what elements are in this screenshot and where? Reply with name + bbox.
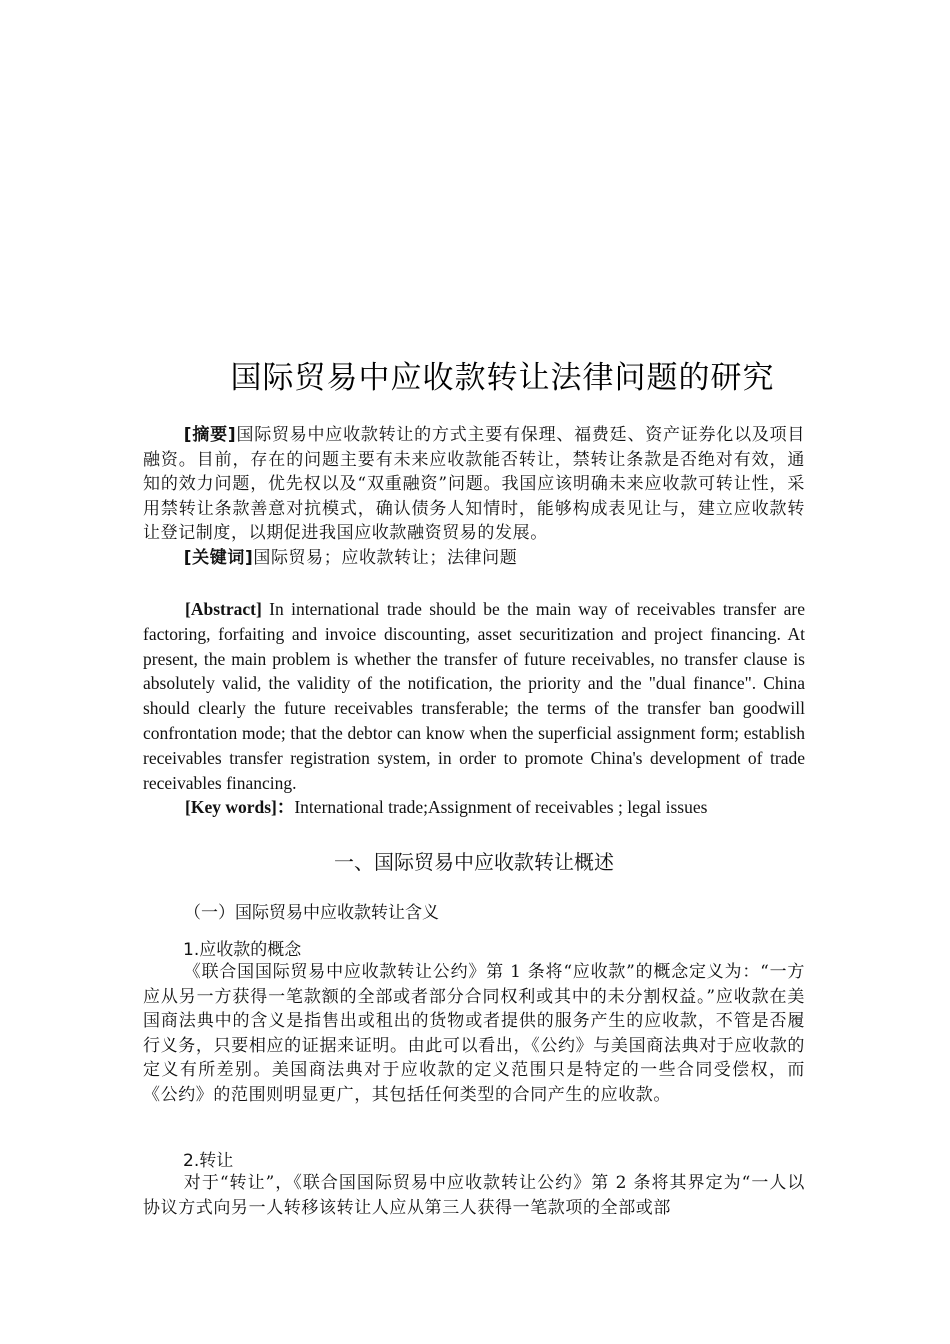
keywords-en-colon: ： xyxy=(276,797,295,818)
keywords-zh-label: [关键词] xyxy=(183,547,254,568)
item-2-heading: 2.转让 xyxy=(183,1151,234,1171)
item-1-body xyxy=(143,960,805,1108)
abstract-en-text: In international trade should be the main way of receivables transfer are factoring, forfaiting and invoice discounting, asset securitization and project financing. At present, the main problem is whether the transfer of future receivables, no transfer clause is absolutely valid, the validity of the notification, the priority and the "dual finance". China should clearly the future receivables transferable; the terms of the transfer ban goodwill confrontation mode; that the debtor can know when the superficial assignment form; establish receivables transfer registration system, in order to promote China's development of trade receivables financing. xyxy=(143,599,805,793)
abstract-zh-paragraph xyxy=(143,423,805,546)
abstract-zh xyxy=(143,423,805,571)
item-1-text: 《联合国国际贸易中应收款转让公约》第 1 条将“应收款”的概念定义为：“一方应从另一方获得一笔款额的全部或者部分合同权利或其中的未分割权益。”应收款在美国商法典中的含义是指售出或租出的货物或者提供的服务产生的应收款，不管是否履行义务，只要相应的证据来证明。由此可以看出，《公约》与美国商法典对于应收款的定义有所差别。美国商法典对于应收款的定义范围只是特定的一些合同受偿权，而《公约》的范围则明显更广，其包括任何类型的合同产生的应收款。 xyxy=(143,962,805,1105)
item-2-body xyxy=(143,1171,805,1220)
keywords-zh-text: 国际贸易；应收款转让；法律问题 xyxy=(253,547,518,568)
abstract-zh-label: [摘要] xyxy=(183,425,237,445)
item-2-text: 对于“转让”，《联合国国际贸易中应收款转让公约》第 2 条将其界定为“一人以协议方式向另一人转移该转让人应从第三人获得一笔款项的全部或部 xyxy=(143,1173,805,1218)
abstract-zh-text: 国际贸易中应收款转让的方式主要有保理、福费廷、资产证券化以及项目融资。目前，存在的问题主要有未来应收款能否转让，禁转让条款是否绝对有效，通知的效力问题，优先权以及“双重融资”问题。我国应该明确未来应收款可转让性，采用禁转让条款善意对抗模式，确认债务人知情时，能够构成表见让与，建立应收款转让登记制度，以期促进我国应收款融资贸易的发展。 xyxy=(143,425,805,544)
abstract-en-label: [Abstract] xyxy=(185,599,262,619)
item-1-heading: 1.应收款的概念 xyxy=(183,940,302,960)
section-1-heading: 一、国际贸易中应收款转让概述 xyxy=(334,850,614,874)
keywords-zh-paragraph xyxy=(143,546,805,571)
keywords-en-text: International trade;Assignment of receivables ; legal issues xyxy=(294,797,708,818)
abstract-en-paragraph xyxy=(143,597,805,795)
subsection-1-heading: （一）国际贸易中应收款转让含义 xyxy=(184,903,439,923)
keywords-en-label: [Key words] xyxy=(185,797,277,818)
paper-title: 国际贸易中应收款转让法律问题的研究 xyxy=(230,360,775,396)
abstract-en xyxy=(143,597,805,820)
keywords-en-paragraph xyxy=(143,795,805,820)
